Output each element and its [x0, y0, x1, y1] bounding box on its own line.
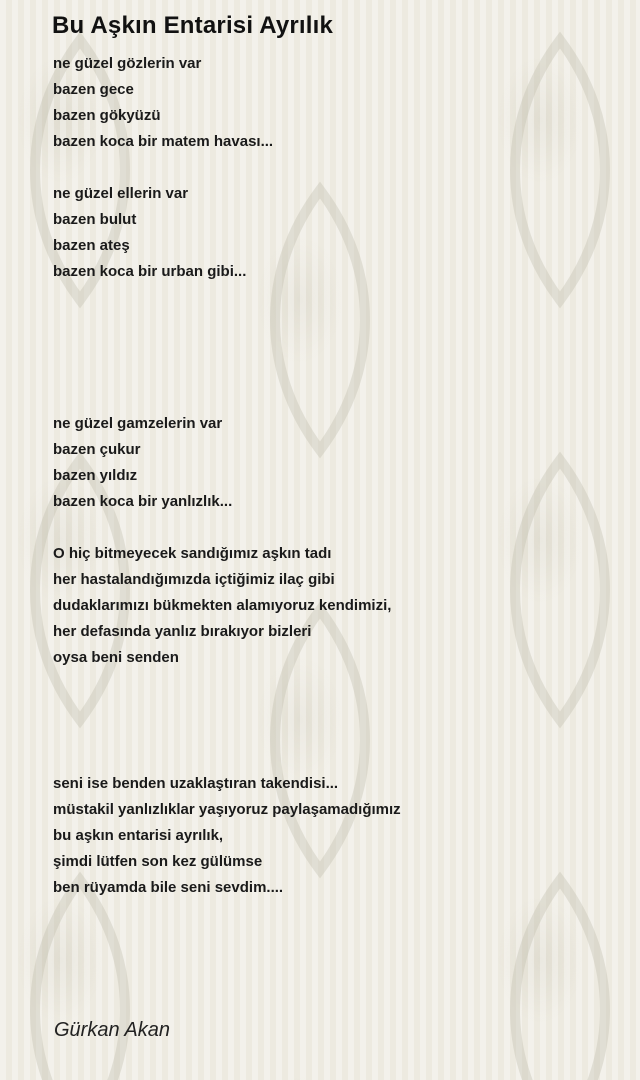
stanza-5	[53, 771, 401, 901]
poem-line: bazen ateş	[53, 237, 130, 254]
poem-line: oysa beni senden	[53, 649, 179, 666]
poem-line: ne güzel gözlerin var	[53, 55, 202, 72]
poem-line: şimdi lütfen son kez gülümse	[53, 853, 263, 870]
poem-line: bazen koca bir yanlızlık...	[53, 493, 233, 510]
poem-line: müstakil yanlızlıklar yaşıyoruz paylaşamadığımız	[53, 801, 401, 818]
poem-author: Gürkan Akan	[54, 1019, 170, 1041]
poem-line: bu aşkın entarisi ayrılık,	[53, 827, 224, 844]
poem-line: dudaklarımızı bükmekten alamıyoruz kendimizi,	[53, 597, 392, 614]
poem-line: O hiç bitmeyecek sandığımız aşkın tadı	[53, 545, 332, 562]
stanza-2	[53, 181, 246, 285]
poem-line: ben rüyamda bile seni sevdim....	[53, 879, 284, 896]
poem-line: bazen koca bir matem havası...	[53, 133, 274, 150]
poem-line: her defasında yanlız bırakıyor bizleri	[53, 623, 312, 640]
stanza-1	[53, 51, 273, 155]
stanza-4	[53, 541, 391, 671]
poem-line: seni ise benden uzaklaştıran takendisi...	[53, 775, 339, 792]
poem-line: bazen gece	[53, 81, 134, 98]
poem-line: bazen çukur	[53, 441, 141, 458]
poem-line: bazen yıldız	[53, 467, 138, 484]
stanza-3	[53, 411, 232, 515]
poem-line: ne güzel ellerin var	[53, 185, 189, 202]
poem-line: bazen koca bir urban gibi...	[53, 263, 247, 280]
poem-line: bazen bulut	[53, 211, 137, 228]
poem-line: her hastalandığımızda içtiğimiz ilaç gibi	[53, 571, 335, 588]
poem-line: bazen gökyüzü	[53, 107, 161, 124]
poem-line: ne güzel gamzelerin var	[53, 415, 223, 432]
poem-title: Bu Aşkın Entarisi Ayrılık	[52, 12, 334, 39]
